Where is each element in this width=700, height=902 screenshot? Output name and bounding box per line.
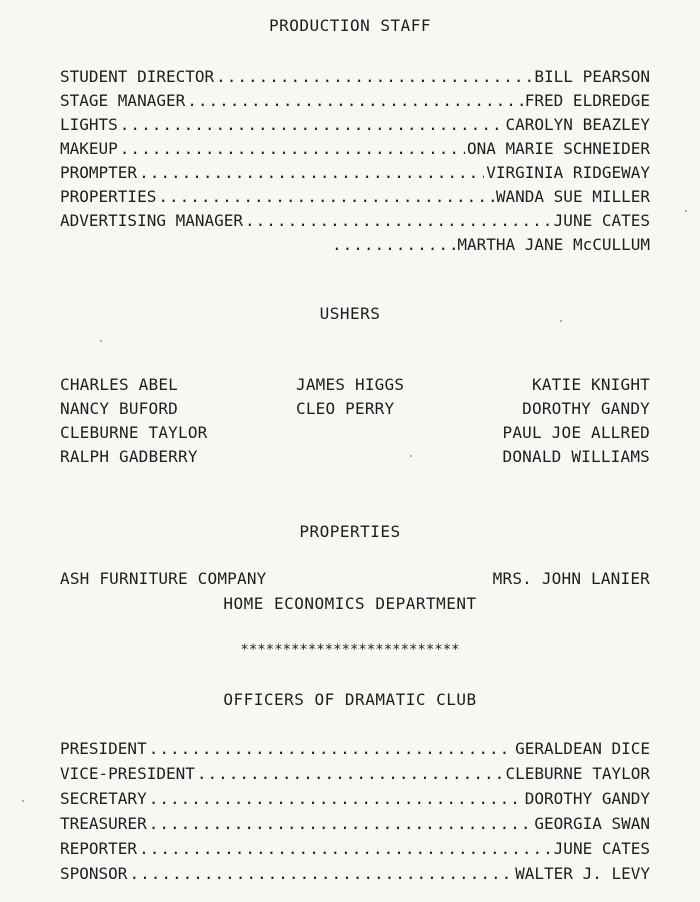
staff-row-makeup	[60, 138, 650, 160]
usher-name: JAMES HIGGS	[296, 375, 405, 394]
dot-leader	[158, 186, 494, 208]
usher-name: RALPH GADBERRY	[60, 447, 198, 466]
officer-row-president	[60, 738, 650, 760]
officer-name: GERALDEAN DICE	[515, 739, 650, 758]
dot-leader	[149, 813, 533, 835]
dot-leader	[149, 738, 513, 760]
staff-row-prompter	[60, 162, 650, 184]
staff-name: JUNE CATES	[553, 211, 650, 230]
ushers-heading: USHERS	[319, 304, 381, 323]
staff-name: MARTHA JANE McCULLUM	[457, 235, 650, 254]
officer-role: SPONSOR	[60, 864, 128, 883]
officer-row-secretary	[60, 788, 650, 810]
properties-right: MRS. JOHN LANIER	[492, 569, 650, 588]
dot-leader	[139, 838, 552, 860]
staff-row-properties	[60, 186, 650, 208]
usher-name: PAUL JOE ALLRED	[502, 423, 650, 442]
speck-mark	[22, 800, 24, 802]
officer-row-treasurer	[60, 813, 650, 835]
speck-mark	[560, 320, 562, 322]
dot-leader	[245, 210, 552, 232]
staff-role: PROMPTER	[60, 163, 138, 182]
dot-leader	[120, 114, 504, 136]
staff-role: LIGHTS	[60, 115, 118, 134]
speck-mark	[685, 210, 687, 212]
staff-name: VIRGINIA RIDGEWAY	[486, 163, 650, 182]
staff-name: ONA MARIE SCHNEIDER	[466, 139, 650, 158]
officer-name: WALTER J. LEVY	[515, 864, 650, 883]
dot-leader	[149, 788, 523, 810]
staff-role: PROPERTIES	[60, 187, 157, 206]
production-staff-heading: PRODUCTION STAFF	[268, 16, 432, 35]
usher-name: DONALD WILLIAMS	[502, 447, 650, 466]
staff-row-stage-manager	[60, 90, 650, 112]
staff-role: ADVERTISING MANAGER	[60, 211, 244, 230]
speck-mark	[100, 340, 102, 342]
staff-row-lights	[60, 114, 650, 136]
usher-name: CLEO PERRY	[296, 399, 395, 418]
officer-role: VICE-PRESIDENT	[60, 764, 195, 783]
usher-name: DOROTHY GANDY	[522, 399, 650, 418]
staff-row-student-director	[60, 66, 650, 88]
officer-name: DOROTHY GANDY	[524, 789, 650, 808]
officer-row-vice-president	[60, 763, 650, 785]
officer-role: SECRETARY	[60, 789, 147, 808]
staff-role: STUDENT DIRECTOR	[60, 67, 215, 86]
staff-name: FRED ELDREDGE	[524, 91, 650, 110]
dot-leader	[187, 90, 523, 112]
dot-leader	[332, 234, 455, 256]
properties-center: HOME ECONOMICS DEPARTMENT	[223, 594, 477, 613]
staff-name: BILL PEARSON	[534, 67, 650, 86]
usher-name: CLEBURNE TAYLOR	[60, 423, 208, 442]
officer-name: JUNE CATES	[553, 839, 650, 858]
properties-left: ASH FURNITURE COMPANY	[60, 569, 267, 588]
staff-row-advertising-extra	[330, 234, 650, 256]
staff-name: CAROLYN BEAZLEY	[505, 115, 650, 134]
officer-row-sponsor	[60, 863, 650, 885]
usher-name: KATIE KNIGHT	[532, 375, 650, 394]
officer-role: REPORTER	[60, 839, 138, 858]
staff-role: MAKEUP	[60, 139, 118, 158]
officer-row-reporter	[60, 838, 650, 860]
officer-name: CLEBURNE TAYLOR	[505, 764, 650, 783]
dot-leader	[197, 763, 504, 785]
dot-leader	[216, 66, 532, 88]
properties-heading: PROPERTIES	[299, 522, 401, 541]
speck-mark	[410, 455, 412, 457]
dot-leader	[139, 162, 484, 184]
staff-name: WANDA SUE MILLER	[495, 187, 650, 206]
officers-heading: OFFICERS OF DRAMATIC CLUB	[223, 690, 477, 709]
dot-leader	[129, 863, 513, 885]
staff-role: STAGE MANAGER	[60, 91, 186, 110]
officer-role: TREASURER	[60, 814, 147, 833]
officer-name: GEORGIA SWAN	[534, 814, 650, 833]
dot-leader	[120, 138, 465, 160]
staff-row-advertising-manager	[60, 210, 650, 232]
usher-name: NANCY BUFORD	[60, 399, 178, 418]
star-divider: **************************	[240, 642, 460, 658]
officer-role: PRESIDENT	[60, 739, 147, 758]
usher-name: CHARLES ABEL	[60, 375, 178, 394]
